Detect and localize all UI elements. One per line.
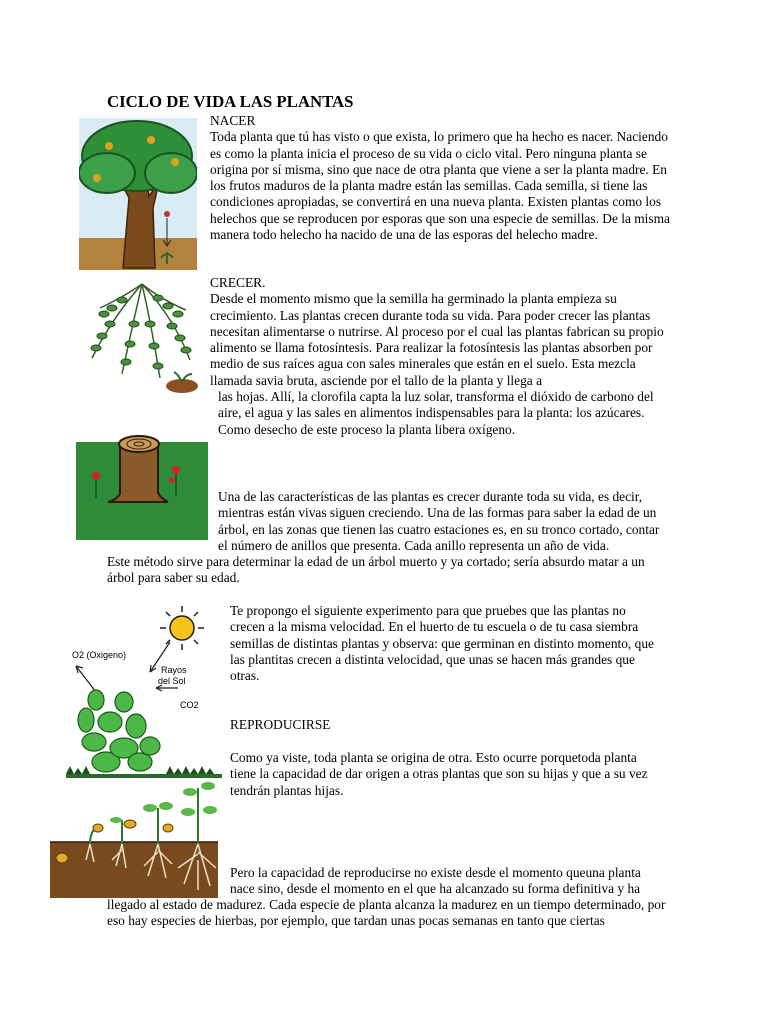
crecer-paragraph: Desde el momento mismo que la semilla ha germinado la planta empieza su crecimiento. Las plantas crecen durante toda su vida. Para poder crecer las plantas necesitan alimentarse o nutrirse. Al proceso por el cual las plantas fabrican su propio alimento se llama fotosíntesis. Para realizar la fotosíntesis las plantas absorben por medio de sus raíces agua con sales minerales que están en el suelo. Esta mezcla llamada savia bruta, asciende por el tallo de la planta y llega a	[210, 291, 664, 388]
rings-paragraph: Una de las características de las plantas es crecer durante toda su vida, es decir, mientras están vivas siguen creciendo. Una de las formas para saber la edad de un árbol, en las zonas que tienen las cuatro estaciones es, en su tronco cortado, contar el número de anillos que presenta. Cada anillo representa un año de vida.	[218, 489, 660, 553]
experiment-paragraph: Te propongo el siguiente experimento para que pruebes que las plantas no crecen a la misma velocidad. En el huerto de tu escuela o de tu casa siembra semillas de distintas plantas y observa: que germinan en distinto momento, que las plantitas crecen a distinta velocidad, que unas se hacen más grandes que otras.	[230, 603, 654, 684]
reproduction-paragraph: Pero la capacidad de reproducirse no existe desde el momento queuna planta nace sino, desde el momento en el que ha alcanzado su forma definitiva y ha	[230, 865, 641, 897]
section-heading-crecer: CRECER.	[210, 275, 266, 290]
rings-paragraph-continued: Este método sirve para determinar la edad de un árbol muerto y ya cortado; sería absurdo matar a un árbol para saber su edad.	[107, 554, 645, 586]
sun-rays-label-line1: Rayos	[161, 665, 187, 675]
page-title: CICLO DE VIDA LAS PLANTAS	[107, 92, 354, 111]
tree-illustration	[79, 118, 197, 270]
section-heading-nacer: NACER	[210, 113, 256, 128]
photosynthesis-diagram	[66, 602, 222, 778]
fern-illustration	[82, 278, 200, 394]
crecer-paragraph-continued: las hojas. Allí, la clorofila capta la luz solar, transforma el dióxido de carbono del aire, el agua y las sales en alimentos indispensables para la planta: los azúcares. Como desecho de este proceso la planta libera oxígeno.	[218, 389, 654, 437]
germination-illustration	[50, 780, 218, 898]
co2-label: CO2	[180, 700, 199, 710]
oxygen-label: O2 (Oxigeno)	[72, 650, 127, 660]
reproduction-paragraph-continued: llegado al estado de madurez. Cada especie de planta alcanza la madurez en un tiempo determinado, por eso hay especies de hierbas, por ejemplo, que tardan unas pocas semanas en tanto que ciertas	[107, 897, 666, 929]
sun-rays-label-line2: del Sol	[158, 676, 186, 686]
reproducirse-paragraph: Como ya viste, toda planta se origina de otra. Esto ocurre porquetoda planta tiene la capacidad de dar origen a otras plantas que son su hijas y que a su vez tendrán plantas hijas.	[230, 750, 648, 798]
nacer-paragraph: Toda planta que tú has visto o que exista, lo primero que ha hecho es nacer. Naciendo es como la planta inicia el proceso de su vida o ciclo vital. Pero ninguna planta se origina por sí misma, sino que nace de otra planta que viene a ser la planta madre. En los frutos maduros de la planta madre están las semillas. Cada semilla, si tiene las condiciones apropiadas, se convertirá en una nueva planta. Existen plantas como los helechos que se reproducen por esporas que son una especie de semillas. De la misma manera todo helecho ha nacido de una de las esporas del helecho madre.	[210, 129, 670, 243]
section-heading-reproducirse: REPRODUCIRSE	[230, 717, 331, 732]
tree-stump-illustration	[76, 424, 208, 540]
